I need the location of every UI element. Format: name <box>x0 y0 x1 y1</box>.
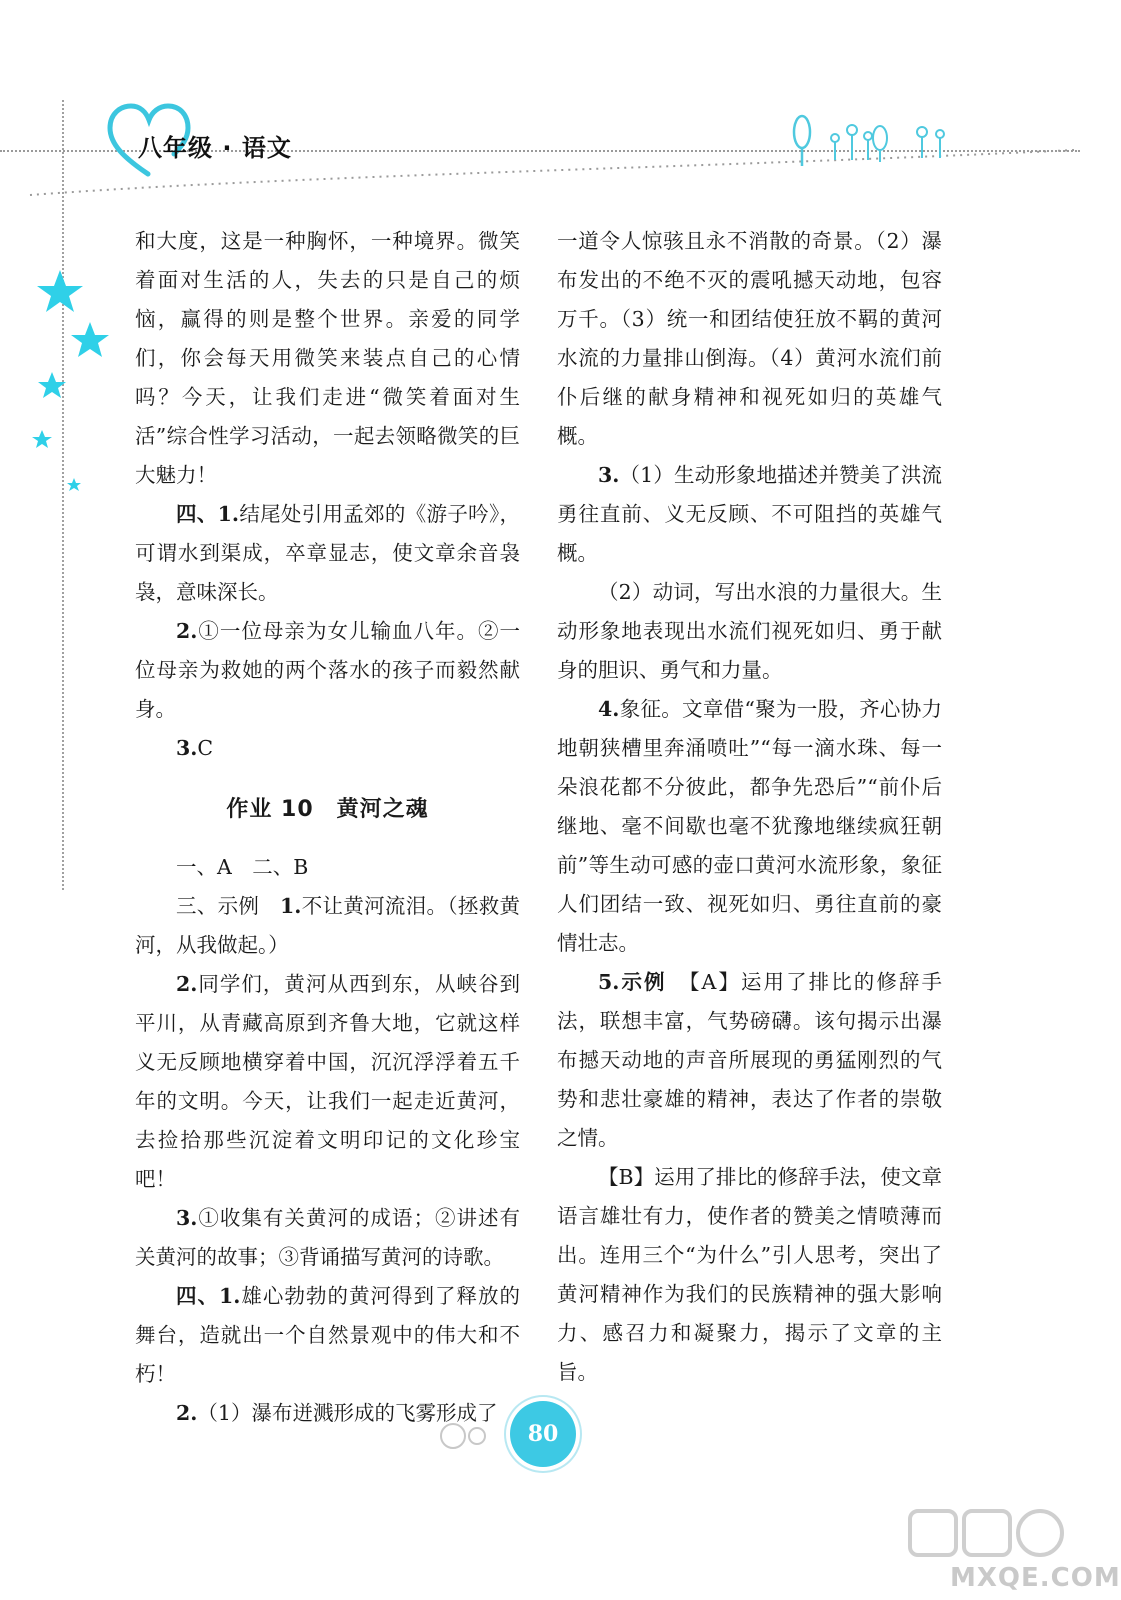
watermark-logo <box>880 1505 1121 1595</box>
page-number: 80 <box>510 1401 576 1467</box>
page-header-title: 八年级 · 语文 <box>138 134 292 162</box>
answers-one-two: 一、A 二、B <box>176 855 309 879</box>
continued-paragraph: 一道令人惊骇且永不消散的奇景。（2）瀑布发出的不绝不灭的震吼撼天动地，包容万千。（3）统一和团结使狂放不羁的黄河水流的力量排山倒海。（4）黄河水流们前仆后继的献身精神和视死如归的英雄气概。 <box>557 229 942 448</box>
answer-number: 4. <box>598 697 620 721</box>
answer-text: 雄心勃勃的黄河得到了释放的舞台，造就出一个自然景观中的伟大和不朽！ <box>135 1284 521 1386</box>
answer-text: ①一位母亲为女儿输血八年。②一位母亲为救她的两个落水的孩子而毅然献身。 <box>135 619 520 721</box>
page-number-area <box>430 1395 650 1475</box>
answer-3-1 <box>135 887 520 965</box>
answer-number: 2. <box>176 619 198 643</box>
answer-r4 <box>557 690 942 963</box>
answer-number: 3. <box>598 463 620 487</box>
answer-text: 结尾处引用孟郊的《游子吟》，可谓水到渠成，卒章显志，使文章余音袅袅，意味深长。 <box>135 502 521 604</box>
answer-3-2 <box>135 965 520 1199</box>
answer-number: 5. <box>598 970 620 994</box>
left-column <box>135 222 520 1433</box>
watermark-text: MXQE.COM <box>950 1563 1121 1593</box>
intro-paragraph: 和大度，这是一种胸怀，一种境界。微笑着面对生活的人，失去的只是自己的烦恼，赢得的则是整个世界。亲爱的同学们，你会每天用微笑来装点自己的心情吗？今天，让我们走进“微笑着面对生活”综合性学习活动，一起去领略微笑的巨大魅力！ <box>135 229 520 487</box>
answer-number: 2. <box>176 1401 198 1425</box>
answer-r3-2: （2）动词，写出水浪的力量很大。生动形象地表现出水流们视死如归、勇于献身的胆识、勇气和力量。 <box>557 580 942 682</box>
answer-r5-b: 【B】运用了排比的修辞手法，使文章语言雄壮有力，使作者的赞美之情喷薄而出。连用三个“为什么”引人思考，突出了黄河精神作为我们的民族精神的强大影响力、感召力和凝聚力，揭示了文章的主旨。 <box>557 1165 942 1384</box>
answer-r5 <box>557 963 942 1158</box>
answer-text: 同学们，黄河从西到东，从峡谷到平川，从青藏高原到齐鲁大地，它就这样义无反顾地横穿着中国，沉沉浮浮着五千年的文明。今天，让我们一起走近黄河，去捡拾那些沉淀着文明印记的文化珍宝吧！ <box>135 972 520 1191</box>
answer-2 <box>135 612 520 729</box>
answer-text: （1）生动形象地描述并赞美了洪流勇往直前、义无反顾、不可阻挡的英雄气概。 <box>557 463 942 565</box>
answer-3 <box>135 729 520 768</box>
answer-4-1 <box>135 495 520 612</box>
answer-prefix: 示例 <box>619 970 690 994</box>
star-decoration-icon <box>30 270 120 500</box>
section-title: 作业 10 黄河之魂 <box>226 797 429 822</box>
answer-prefix: 三、示例 <box>176 894 281 918</box>
answer-4-1b <box>135 1277 520 1394</box>
watermark-icon <box>880 1505 1070 1565</box>
answer-3-3 <box>135 1199 520 1277</box>
plant-decoration-icon <box>780 108 970 168</box>
answer-text: C <box>197 736 214 760</box>
answer-number: 3. <box>176 1206 198 1230</box>
answer-text: 象征。文章借“聚为一股，齐心协力地朝狭槽里奔涌喷吐”“每一滴水珠、每一朵浪花都不分彼此，都争先恐后”“前仆后继地、毫不间歇也毫不犹豫地继续疯狂朝前”等生动可感的壶口黄河水流形象，象征人们团结一致、视死如归、勇往直前的豪情壮志。 <box>557 697 942 955</box>
answer-number: 1. <box>280 894 302 918</box>
page-number-ring-decoration <box>468 1427 486 1445</box>
answer-text: ①收集有关黄河的成语；②讲述有关黄河的故事；③背诵描写黄河的诗歌。 <box>135 1206 520 1269</box>
answer-r3 <box>557 456 942 573</box>
answer-number: 2. <box>176 972 198 996</box>
answer-number: 四、1. <box>176 502 240 526</box>
answer-text: 【A】运用了排比的修辞手法，联想丰富，气势磅礴。该句揭示出瀑布撼天动地的声音所展现的勇猛刚烈的气势和悲壮豪雄的精神，表达了作者的崇敬之情。 <box>557 970 942 1150</box>
answer-text: 不让黄河流泪。（拯救黄河，从我做起。） <box>135 894 521 957</box>
page-number-ring-decoration <box>440 1423 466 1449</box>
answer-text: （1）瀑布迸溅形成的飞雾形成了 <box>197 1401 498 1425</box>
answer-number: 四、1. <box>176 1284 241 1308</box>
right-column <box>557 222 942 1392</box>
answer-number: 3. <box>176 736 198 760</box>
